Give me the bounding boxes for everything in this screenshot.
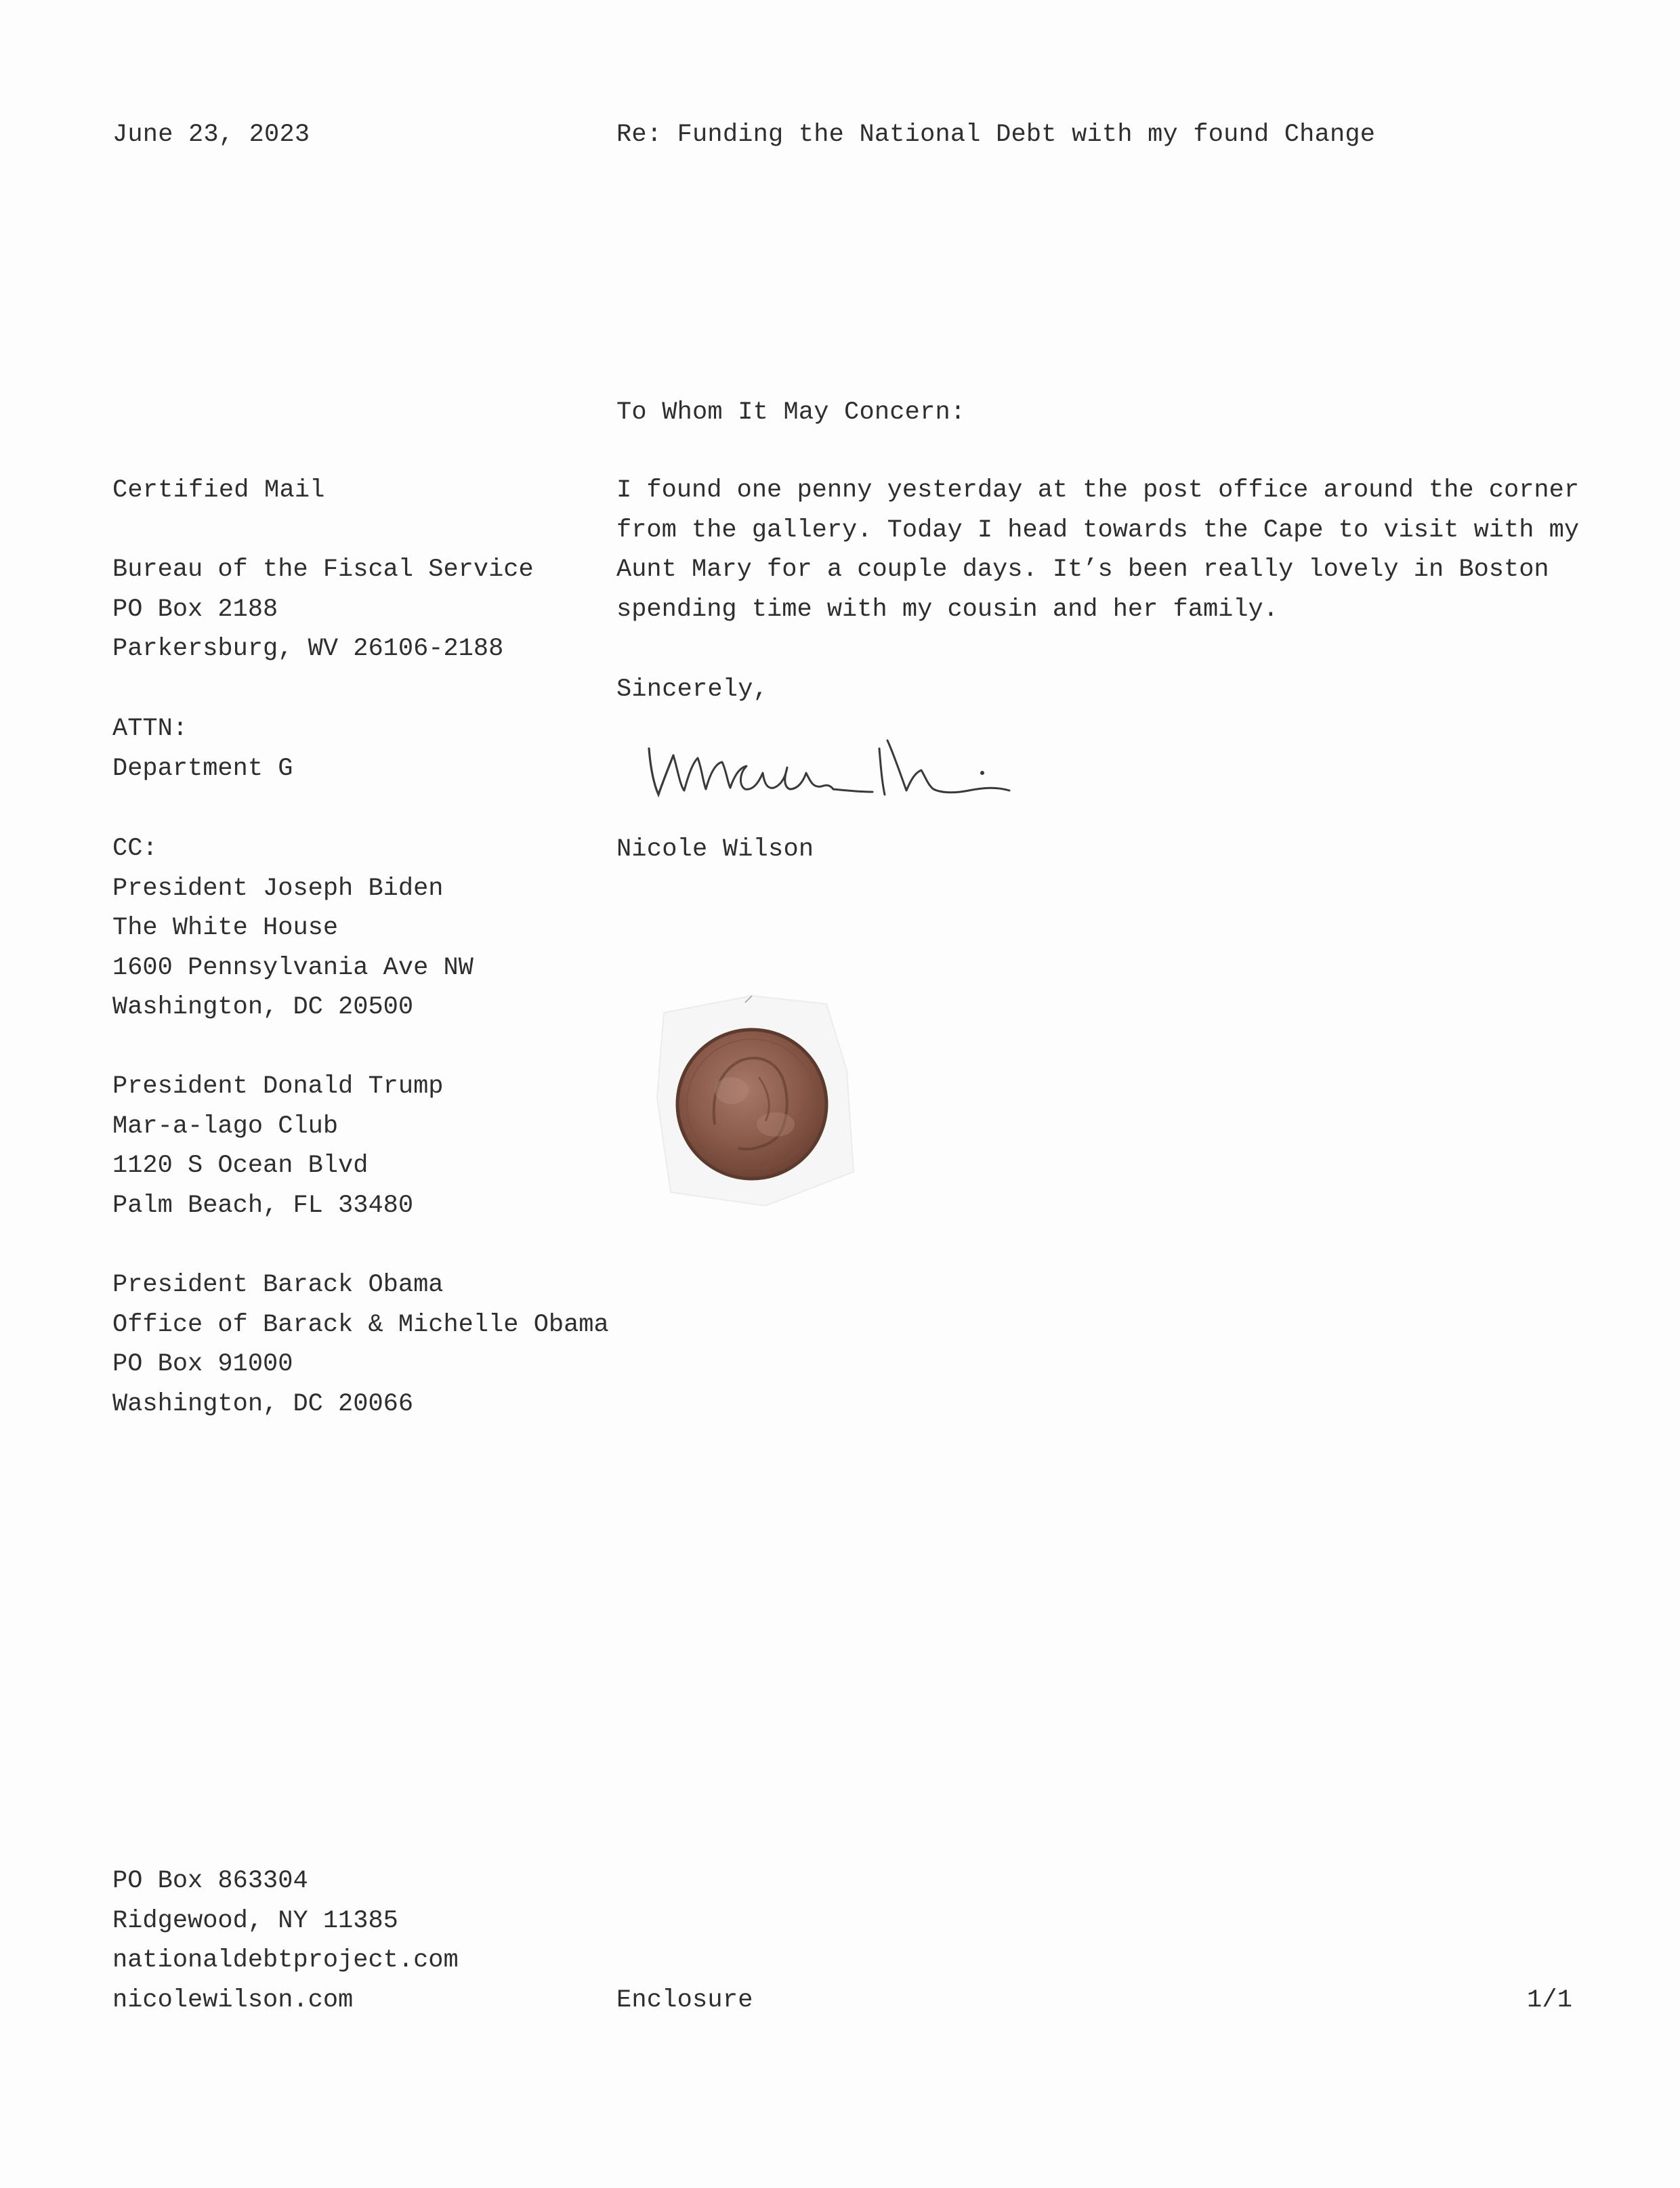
cc-address-trump [112, 1067, 443, 1225]
enclosure-note: Enclosure [616, 1986, 753, 2015]
body-line: I found one penny yesterday at the post office around the corner [616, 476, 1580, 505]
cc-address-line: President Barack Obama [112, 1271, 444, 1299]
letter-body [616, 471, 1579, 629]
cc-label: CC: [112, 835, 158, 863]
cc-address-line: 1120 S Ocean Blvd [112, 1152, 369, 1180]
signer-name: Nicole Wilson [616, 835, 814, 864]
cc-address-line: The White House [112, 914, 339, 942]
delivery-method: Certified Mail [112, 476, 325, 505]
recipient-address [112, 550, 534, 669]
cc-address-line: Mar-a-lago Club [112, 1112, 339, 1141]
sender-line: Ridgewood, NY 11385 [112, 1906, 398, 1935]
cc-address-line: President Joseph Biden [112, 874, 444, 903]
cc-address-line: 1600 Pennsylvania Ave NW [112, 953, 474, 982]
closing: Sincerely, [616, 675, 769, 704]
body-line: spending time with my cousin and her family. [616, 595, 1278, 624]
cc-address-line: Washington, DC 20066 [112, 1389, 414, 1418]
cc-address-line: Washington, DC 20500 [112, 993, 414, 1022]
cc-block [112, 829, 474, 1028]
address-line: Bureau of the Fiscal Service [112, 555, 534, 584]
signature-image [644, 728, 1023, 806]
attn-label: ATTN: [112, 715, 188, 743]
attn-value: Department G [112, 754, 293, 783]
letter-subject: Re: Funding the National Debt with my found Change [616, 121, 1376, 149]
salutation: To Whom It May Concern: [616, 398, 966, 427]
cc-address-line: President Donald Trump [112, 1072, 444, 1101]
sender-footer [112, 1861, 459, 2020]
cc-address-line: Office of Barack & Michelle Obama [112, 1310, 609, 1339]
cc-address-line: Palm Beach, FL 33480 [112, 1191, 414, 1220]
penny-enclosure-image [650, 989, 881, 1219]
address-line: PO Box 2188 [112, 595, 278, 624]
page-number: 1/1 [1527, 1986, 1573, 2015]
body-line: Aunt Mary for a couple days. It’s been really lovely in Boston [616, 555, 1549, 584]
body-line: from the gallery. Today I head towards the Cape to visit with my [616, 516, 1580, 545]
address-line: Parkersburg, WV 26106-2188 [112, 635, 504, 663]
sender-line: nicolewilson.com [112, 1985, 354, 2015]
cc-address-line: PO Box 91000 [112, 1350, 293, 1379]
attn-block [112, 709, 293, 788]
letter-date: June 23, 2023 [112, 121, 310, 149]
cc-address-obama [112, 1265, 609, 1424]
sender-line: PO Box 863304 [112, 1867, 308, 1895]
sender-line: nationaldebtproject.com [112, 1946, 459, 1975]
